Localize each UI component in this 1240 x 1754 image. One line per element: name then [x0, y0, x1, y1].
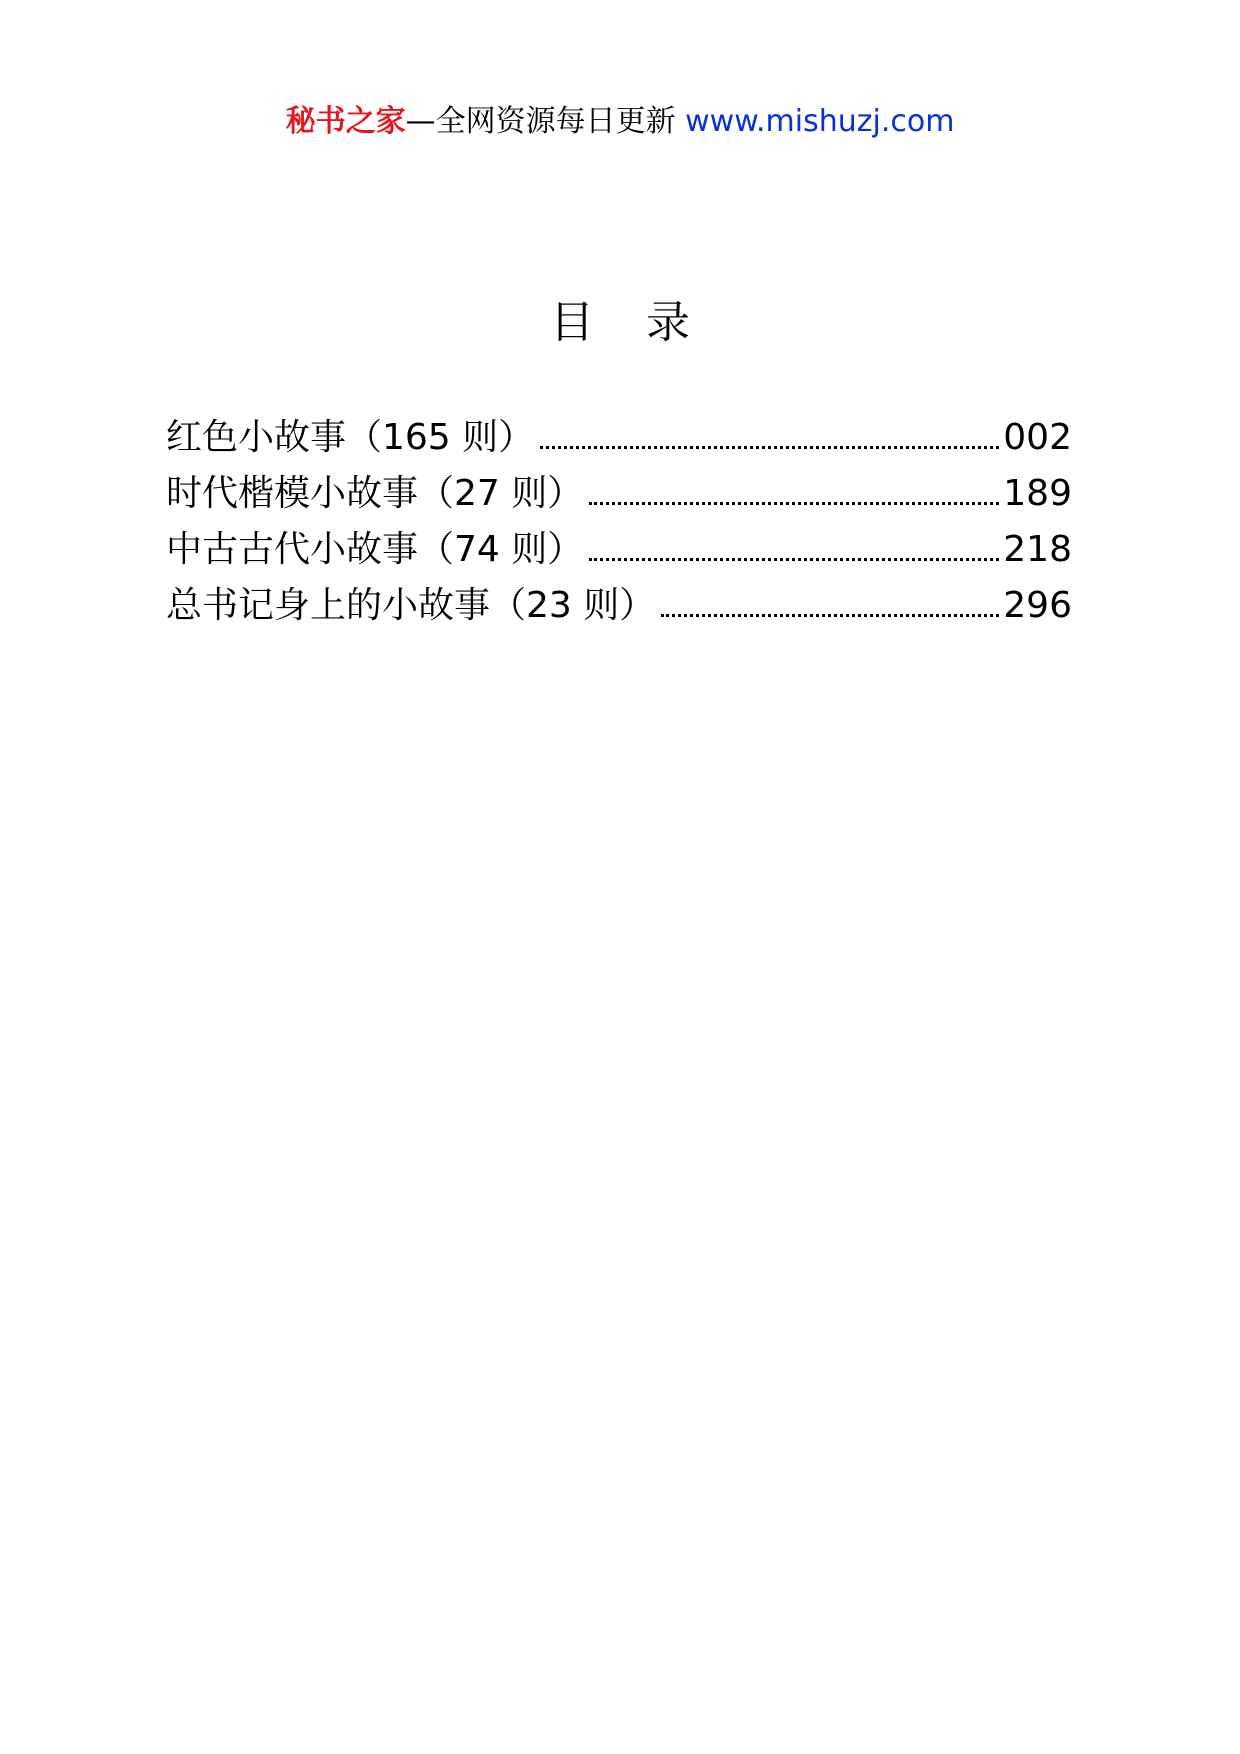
toc-entry-label: 时代楷模小故事（27 则）	[166, 473, 584, 514]
site-banner	[0, 102, 1240, 142]
toc-entry[interactable]	[166, 522, 1072, 578]
toc-entry-label: 中古古代小故事（74 则）	[166, 529, 584, 570]
toc-entry-page-number: 218	[1003, 529, 1072, 570]
dot-leader	[661, 614, 999, 617]
table-of-contents	[166, 410, 1072, 634]
toc-entry-label: 红色小故事（165 则）	[166, 417, 535, 458]
toc-entry-page-number: 296	[1003, 585, 1072, 626]
toc-entry-label: 总书记身上的小故事（23 则）	[166, 585, 656, 626]
toc-entry[interactable]	[166, 466, 1072, 522]
dot-leader	[589, 502, 999, 505]
dot-leader	[540, 446, 999, 449]
banner-tagline: —全网资源每日更新	[405, 104, 676, 139]
toc-entry[interactable]	[166, 410, 1072, 466]
page-title: 目录	[550, 297, 742, 348]
brand-name: 秘书之家	[285, 104, 406, 139]
toc-entry-page-number: 189	[1003, 473, 1072, 514]
dot-leader	[589, 558, 999, 561]
toc-entry-page-number: 002	[1003, 417, 1072, 458]
site-url-link[interactable]: www.mishuzj.com	[685, 104, 955, 139]
toc-entry[interactable]	[166, 578, 1072, 634]
